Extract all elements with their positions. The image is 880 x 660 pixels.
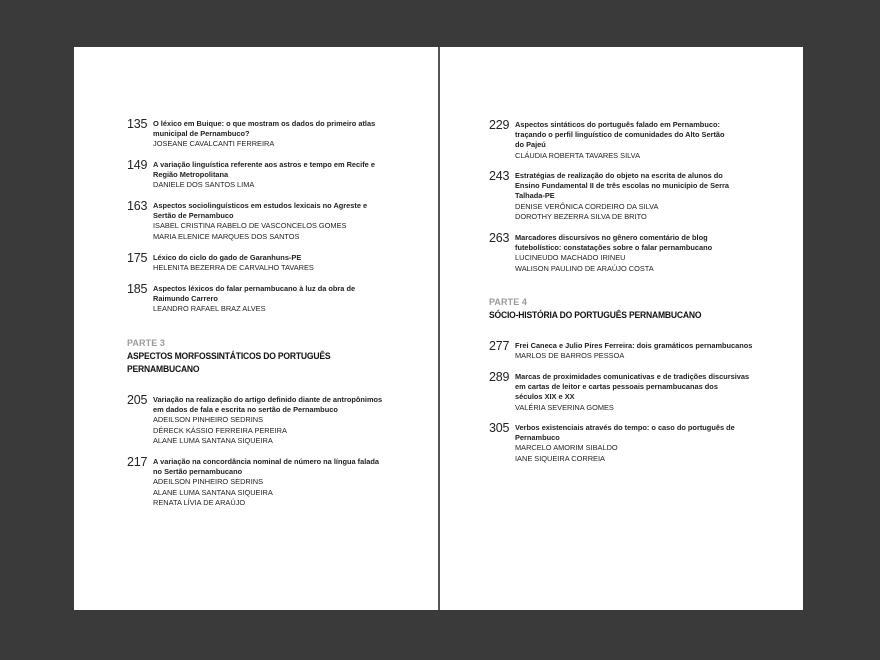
entry-text xyxy=(153,395,427,446)
entry-author: ADEILSON PINHEIRO SEDRINS xyxy=(153,477,264,487)
entry-title-line: Aspectos léxicos do falar pernambucano à luz da obra de xyxy=(153,284,356,293)
entry-author: WALISON PAULINO DE ARAÚJO COSTA xyxy=(515,263,654,273)
entry-title-line: Raimundo Carrero xyxy=(153,294,218,304)
entry-title-line: traçando o perfil linguístico de comunidades do Alto Sertão xyxy=(515,130,725,140)
toc-entry[interactable] xyxy=(127,201,427,242)
page-number: 243 xyxy=(489,169,510,183)
page-number: 217 xyxy=(127,455,148,469)
part-4-title-line: SÓCIO-HISTÓRIA DO PORTUGUÊS PERNAMBUCANO xyxy=(489,310,702,320)
entry-text xyxy=(515,341,789,361)
entry-author: IANE SIQUEIRA CORREIA xyxy=(515,453,605,463)
page-number: 277 xyxy=(489,339,510,353)
entry-author: VALÉRIA SEVERINA GOMES xyxy=(515,402,614,412)
page-number: 305 xyxy=(489,421,510,435)
entry-title-line: Aspectos sociolinguísticos em estudos lexicais no Agreste e xyxy=(153,201,368,210)
entry-title-line: no Sertão pernambucano xyxy=(153,467,243,477)
page-number: 163 xyxy=(127,199,148,213)
page-number: 175 xyxy=(127,251,148,265)
entry-author: ALANE LUMA SANTANA SIQUEIRA xyxy=(153,487,273,497)
toc-entry[interactable] xyxy=(489,423,789,464)
entry-text xyxy=(153,457,427,508)
entry-text xyxy=(153,160,427,191)
toc-entry[interactable] xyxy=(127,457,427,508)
entry-author: DOROTHY BEZERRA SILVA DE BRITO xyxy=(515,211,647,221)
entry-text xyxy=(153,201,427,242)
entry-author: JOSEANE CAVALCANTI FERREIRA xyxy=(153,139,275,149)
entry-title-line: Aspectos sintáticos do português falado em Pernambuco: xyxy=(515,120,720,129)
entry-author: ISABEL CRISTINA RABELO DE VASCONCELOS GOMES xyxy=(153,221,347,231)
entry-title-line: Sertão de Pernambuco xyxy=(153,211,234,221)
toc-entry[interactable] xyxy=(127,253,427,273)
entry-title-line: Talhada-PE xyxy=(515,191,555,201)
entry-title-line: Estratégias de realização do objeto na escrita de alunos do xyxy=(515,171,723,180)
entry-author: DANIELE DOS SANTOS LIMA xyxy=(153,180,255,190)
entry-author: DENISE VERÔNICA CORDEIRO DA SILVA xyxy=(515,201,659,211)
entry-text xyxy=(515,423,789,464)
entry-author: CLÁUDIA ROBERTA TAVARES SILVA xyxy=(515,150,640,160)
entry-text xyxy=(515,372,789,413)
page-number: 185 xyxy=(127,282,148,296)
entry-author: RENATA LÍVIA DE ARAÚJO xyxy=(153,497,246,507)
entry-author: MARLOS DE BARROS PESSOA xyxy=(515,351,625,361)
page-number: 149 xyxy=(127,158,148,172)
entry-title-line: A variação linguística referente aos astros e tempo em Recife e xyxy=(153,160,375,169)
entry-title-line: Frei Caneca e Julio Pires Ferreira: dois gramáticos pernambucanos xyxy=(515,341,753,350)
toc-entry[interactable] xyxy=(489,120,789,161)
toc-entry[interactable] xyxy=(489,171,789,222)
toc-entry[interactable] xyxy=(127,395,427,446)
toc-entry[interactable] xyxy=(127,119,427,150)
entry-title-line: Ensino Fundamental II de três escolas no município de Serra xyxy=(515,181,729,191)
entry-author: HELENITA BEZERRA DE CARVALHO TAVARES xyxy=(153,263,314,273)
entry-title-line: Verbos existenciais através do tempo: o caso do português de xyxy=(515,423,735,432)
page-number: 135 xyxy=(127,117,148,131)
entry-author: MARIA ELENICE MARQUES DOS SANTOS xyxy=(153,231,300,241)
entry-title-line: séculos XIX e XX xyxy=(515,392,575,402)
page-number: 263 xyxy=(489,231,510,245)
toc-entry[interactable] xyxy=(489,233,789,274)
page-number: 205 xyxy=(127,393,148,407)
part-3-title-line: ASPECTOS MORFOSSINTÁTICOS DO PORTUGUÊS xyxy=(127,351,331,361)
toc-entry[interactable] xyxy=(489,372,789,413)
entry-title-line: Marcadores discursivos no gênero comentário de blog xyxy=(515,233,708,242)
part-3-title-line: PERNAMBUCANO xyxy=(127,364,200,374)
entry-title-line: municipal de Pernambuco? xyxy=(153,129,250,139)
entry-title-line: Léxico do ciclo do gado de Garanhuns-PE xyxy=(153,253,302,262)
entry-text xyxy=(153,253,427,273)
part-4-label: PARTE 4 xyxy=(489,297,528,307)
entry-author: ALANE LUMA SANTANA SIQUEIRA xyxy=(153,435,273,445)
part-3-title xyxy=(127,350,330,376)
entry-text xyxy=(515,171,789,222)
entry-title-line: Região Metropolitana xyxy=(153,170,229,180)
entry-author: MARCELO AMORIM SIBALDO xyxy=(515,443,618,453)
entry-title-line: Variação na realização do artigo definido diante de antropônimos xyxy=(153,395,383,404)
entry-author: LEANDRO RAFAEL BRAZ ALVES xyxy=(153,304,266,314)
entry-author: ADEILSON PINHEIRO SEDRINS xyxy=(153,415,264,425)
page-number: 229 xyxy=(489,118,510,132)
entry-title-line: Marcas de proximidades comunicativas e de tradições discursivas xyxy=(515,372,750,381)
entry-text xyxy=(153,284,427,315)
part-4-title xyxy=(489,309,701,322)
entry-text xyxy=(515,120,789,161)
toc-entry[interactable] xyxy=(127,160,427,191)
entry-title-line: O léxico em Buique: o que mostram os dados do primeiro atlas xyxy=(153,119,376,128)
toc-entry[interactable] xyxy=(127,284,427,315)
entry-author: LUCINEUDO MACHADO IRINEU xyxy=(515,253,626,263)
part-3-label: PARTE 3 xyxy=(127,338,166,348)
entry-author: DÉRECK KÁSSIO FERREIRA PEREIRA xyxy=(153,425,287,435)
entry-title-line: Pernambuco xyxy=(515,433,560,443)
entry-title-line: em dados de fala e escrita no sertão de Pernambuco xyxy=(153,405,338,415)
toc-entry[interactable] xyxy=(489,341,789,361)
page-number: 289 xyxy=(489,370,510,384)
entry-title-line: do Pajeú xyxy=(515,140,546,150)
entry-title-line: em cartas de leitor e cartas pessoais pernambucanas dos xyxy=(515,382,718,392)
entry-text xyxy=(153,119,427,150)
entry-title-line: A variação na concordância nominal de número na língua falada xyxy=(153,457,380,466)
entry-title-line: futebolístico: constatações sobre o falar pernambucano xyxy=(515,243,713,253)
entry-text xyxy=(515,233,789,274)
